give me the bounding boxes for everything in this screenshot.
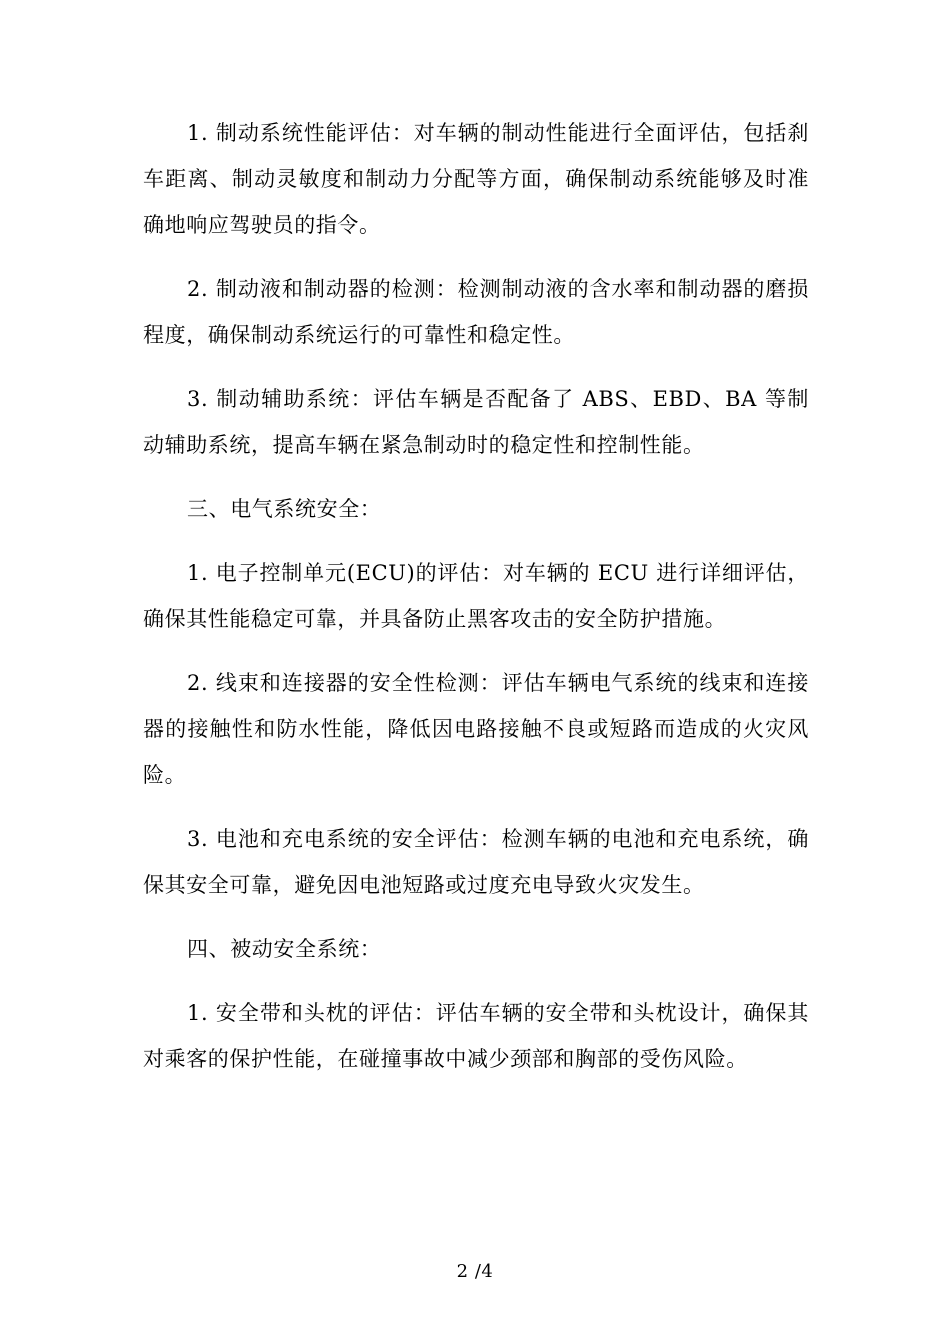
page-number: 2 /4 [456, 1261, 494, 1282]
section-heading-passive-safety: 四、被动安全系统： [187, 937, 382, 961]
paragraph-wiring: 2. 线束和连接器的安全性检测：评估车辆电气系统的线束和连接器的接触性和防水性能，降低因电路接触不良或短路而造成的火灾风险。 [143, 671, 809, 787]
paragraph-brake-assist: 3. 制动辅助系统：评估车辆是否配备了 ABS、EBD、BA 等制动辅助系统，提高车辆在紧急制动时的稳定性和控制性能。 [143, 387, 809, 457]
paragraph-ecu: 1. 电子控制单元(ECU)的评估：对车辆的 ECU 进行详细评估，确保其性能稳定可靠，并具备防止黑客攻击的安全防护措施。 [143, 561, 809, 631]
document-body [143, 110, 809, 1100]
paragraph-brake-performance: 1. 制动系统性能评估：对车辆的制动性能进行全面评估，包括刹车距离、制动灵敏度和制动力分配等方面，确保制动系统能够及时准确地响应驾驶员的指令。 [143, 121, 809, 237]
paragraph-seatbelt: 1. 安全带和头枕的评估：评估车辆的安全带和头枕设计，确保其对乘客的保护性能，在碰撞事故中减少颈部和胸部的受伤风险。 [143, 1001, 809, 1071]
paragraph-brake-fluid: 2. 制动液和制动器的检测：检测制动液的含水率和制动器的磨损程度，确保制动系统运行的可靠性和稳定性。 [143, 277, 809, 347]
paragraph-battery: 3. 电池和充电系统的安全评估：检测车辆的电池和充电系统，确保其安全可靠，避免因电池短路或过度充电导致火灾发生。 [143, 827, 809, 897]
section-heading-electrical: 三、电气系统安全： [187, 497, 382, 521]
